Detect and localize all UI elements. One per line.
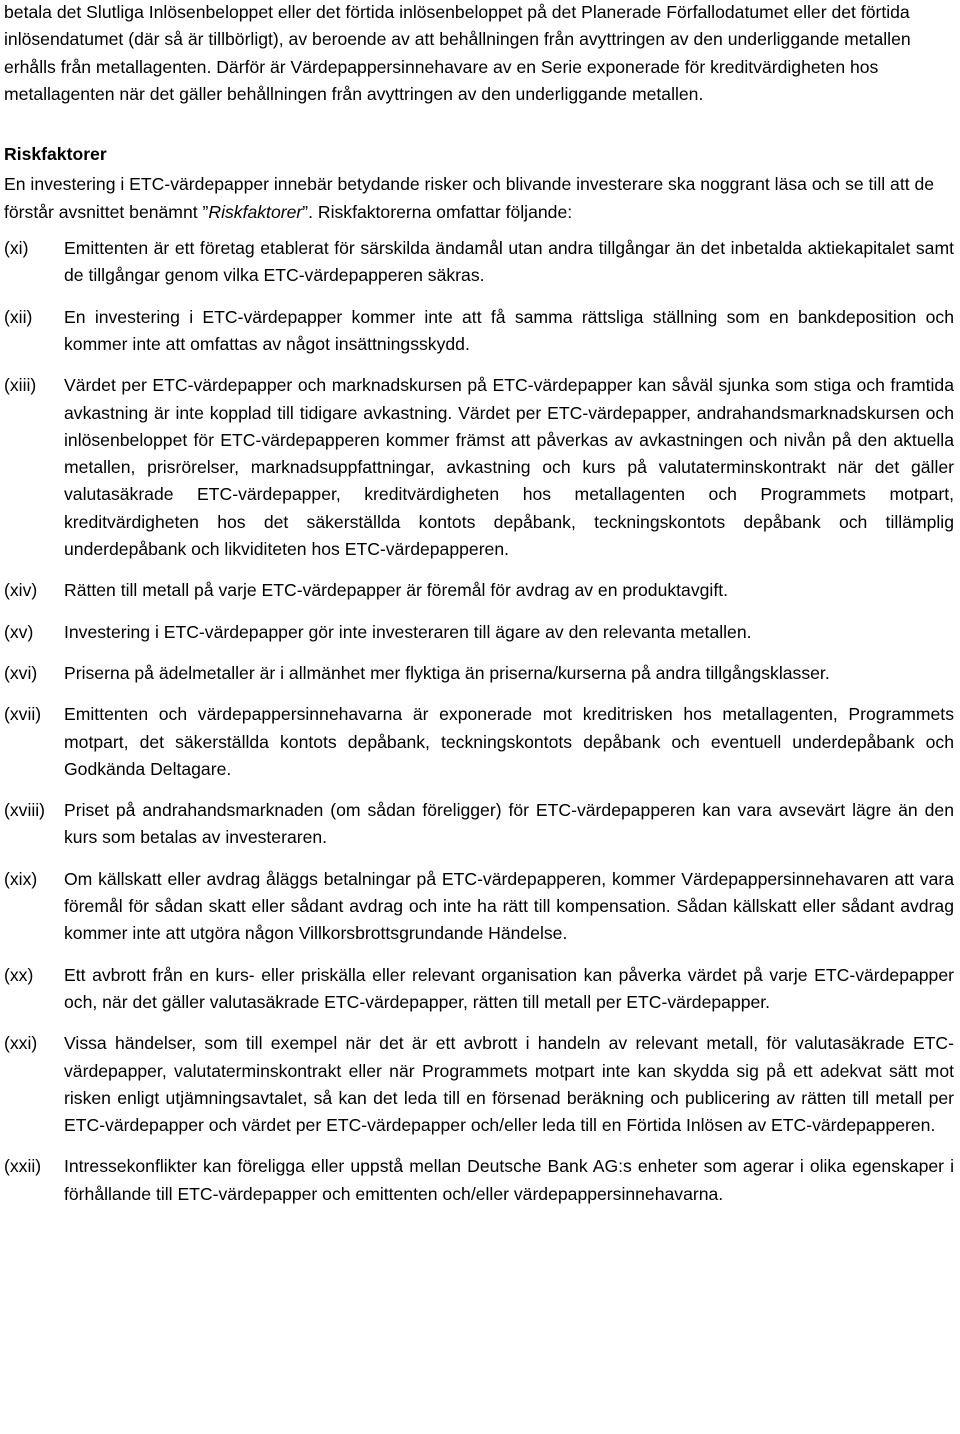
risk-item-number: (xix) (4, 868, 38, 889)
risk-item-number: (xxii) (4, 1156, 42, 1177)
risk-item-number: (xiv) (4, 580, 38, 601)
risk-item (4, 701, 956, 783)
risk-item-number: (xvi) (4, 662, 38, 683)
risk-list (4, 235, 956, 1208)
risk-intro-text-after: ”. Riskfaktorerna omfattar följande: (302, 201, 573, 222)
risk-item (4, 619, 956, 646)
risk-intro-paragraph (4, 171, 956, 226)
risk-item-text: Ett avbrott från en kurs- eller priskälla eller relevant organisation kan påverka värdet på varje ETC-värdepapper och, när det gäller valutasäkrade ETC-värdepapper, rätten till metall per ETC-värdepapper. (64, 964, 954, 1012)
risk-item-number: (xviii) (4, 800, 46, 821)
risk-item-text: Värdet per ETC-värdepapper och marknadskursen på ETC-värdepapper kan såväl sjunka som stiga och framtida avkastning är inte kopplad till tidigare avkastning. Värdet per ETC-värdepapper, andrahandsmarknadskursen och inlösenbeloppet för ETC-värdepapperen kommer främst att påverkas av avkastningen och nivån på den aktuella metallen, prisrörelser, marknadsuppfattningar, avkastning och kurs på valutaterminskontrakt när det gäller valutasäkrade ETC-värdepapper, kreditvärdigheten hos metallagenten och Programmets motpart, kreditvärdigheten hos det säkerställda kontots depåbank, teckningskontots depåbank och tillämplig underdepåbank och likviditeten hos ETC-värdepapperen. (64, 375, 954, 560)
risk-item-text: Vissa händelser, som till exempel när det är ett avbrott i handeln av relevant metall, för valutasäkrade ETC-värdepapper, valutaterminskontrakt eller när Programmets motpart inte kan skydda sig på ett adekvat sätt mot risken enligt utjämningsavtalet, så kan det leda till en försenad beräkning och publicering av rätten till metall per ETC-värdepapper och värdet per ETC-värdepapper och/eller leda till en Förtida Inlösen av ETC-värdepapperen. (64, 1033, 954, 1136)
risk-item (4, 866, 956, 948)
risk-item-text: Intressekonflikter kan föreligga eller uppstå mellan Deutsche Bank AG:s enheter som agerar i olika egenskaper i förhållande till ETC-värdepapper och emittenten och/eller värdepappersinnehavarna. (64, 1156, 954, 1204)
section-heading: Riskfaktorer (4, 144, 107, 165)
risk-item-text: Priserna på ädelmetaller är i allmänhet mer flyktiga än priserna/kurserna på andra tillgångsklasser. (64, 662, 830, 683)
intro-paragraph: betala det Slutliga Inlösenbeloppet eller det förtida inlösenbeloppet på det Planerade Förfallodatumet eller det förtida inlösendatumet (där så är tillbörligt), av beroende av att behållningen från avyttringen av den underliggande metallen erhålls från metallagenten. Därför är Värdepappersinnehavare av en Serie exponerade för kreditvärdigheten hos metallagenten när det gäller behållningen från avyttringen av den underliggande metallen. (4, 2, 911, 104)
risk-item-number: (xv) (4, 621, 34, 642)
risk-item (4, 577, 956, 604)
risk-item-text: Om källskatt eller avdrag åläggs betalningar på ETC-värdepapperen, kommer Värdepappersinnehavaren att vara föremål för sådan skatt eller sådant avdrag och inte ha rätt till kompensation. Sådan källskatt eller sådant avdrag kommer inte att utgöra någon Villkorsbrottsgrundande Händelse. (64, 868, 954, 944)
risk-item (4, 235, 956, 290)
risk-item-text: Rätten till metall på varje ETC-värdepapper är föremål för avdrag av en produktavgift. (64, 580, 728, 601)
risk-item-number: (xxi) (4, 1033, 38, 1054)
risk-item-text: Emittenten är ett företag etablerat för särskilda ändamål utan andra tillgångar än det inbetalda aktiekapitalet samt de tillgångar genom vilka ETC-värdepapperen säkras. (64, 238, 954, 286)
risk-item-text: Investering i ETC-värdepapper gör inte investeraren till ägare av den relevanta metallen. (64, 621, 752, 642)
risk-intro-emphasis: Riskfaktorer (208, 201, 303, 222)
risk-item-number: (xii) (4, 306, 33, 327)
risk-item-text: En investering i ETC-värdepapper kommer inte att få samma rättsliga ställning som en bankdeposition och kommer inte att omfattas av något insättningsskydd. (64, 306, 954, 354)
risk-intro-text-before: En investering i ETC-värdepapper innebär betydande risker och blivande investerare ska noggrant läsa och se till att de förstår avsnittet benämnt ” (4, 174, 935, 222)
risk-item-number: (xx) (4, 964, 34, 985)
risk-item (4, 1030, 956, 1139)
risk-item (4, 304, 956, 359)
risk-item-text: Priset på andrahandsmarknaden (om sådan föreligger) för ETC-värdepapperen kan vara avsevärt lägre än den kurs som betalas av investeraren. (64, 800, 954, 848)
risk-item-number: (xi) (4, 238, 29, 259)
risk-item-number: (xiii) (4, 375, 37, 396)
risk-item (4, 660, 956, 687)
risk-item-number: (xvii) (4, 704, 42, 725)
risk-item (4, 797, 956, 852)
risk-item (4, 1153, 956, 1208)
risk-item-text: Emittenten och värdepappersinnehavarna är exponerade mot kreditrisken hos metallagenten, Programmets motpart, det säkerställda kontots depåbank, teckningskontots depåbank och eventuell underdepåbank och Godkända Deltagare. (64, 704, 954, 779)
risk-item (4, 962, 956, 1017)
risk-item (4, 372, 956, 563)
